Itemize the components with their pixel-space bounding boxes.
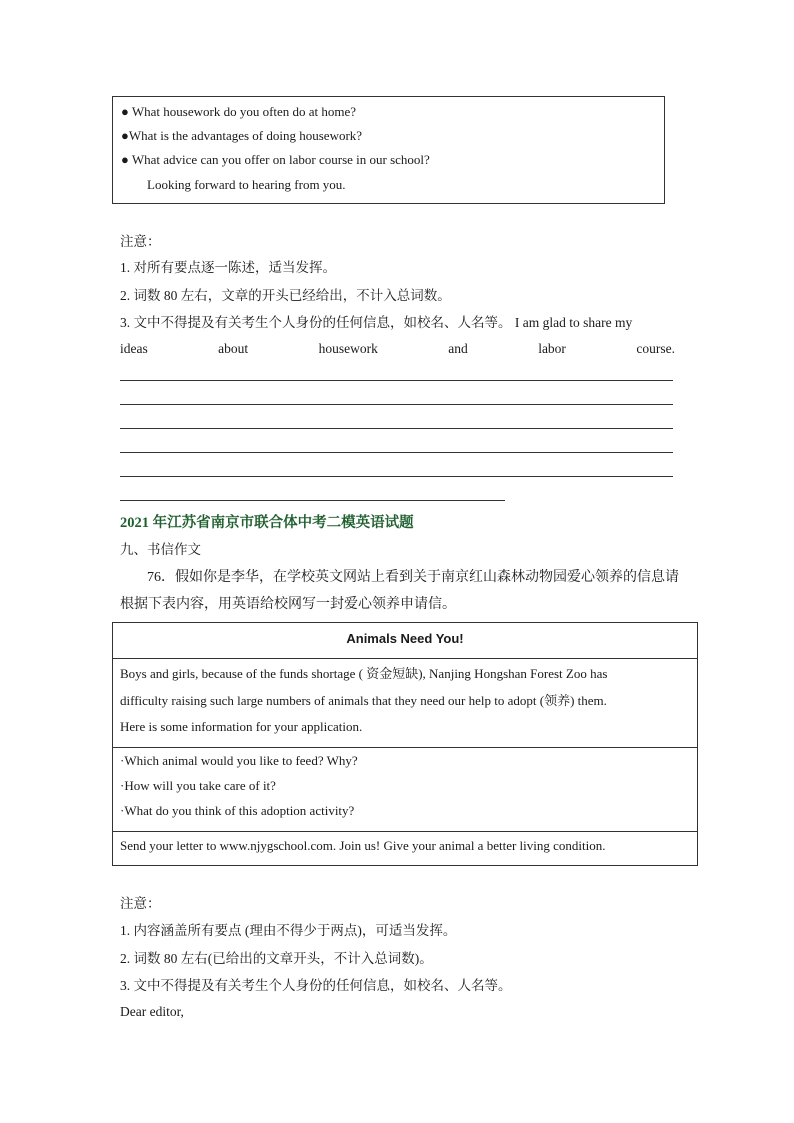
exam-heading: 2021 年江苏省南京市联合体中考二模英语试题 (120, 515, 414, 531)
question-2: ·How will you take care of it? (120, 778, 276, 793)
table-divider (113, 831, 697, 832)
writing-line (120, 500, 505, 501)
table-footer: Send your letter to www.njygschool.com. Join us! Give your animal a better living condition. (120, 838, 606, 853)
table-divider (113, 747, 697, 748)
word-course: course. (636, 341, 675, 356)
prompt-line-1: 76．假如你是李华，在学校英文网站上看到关于南京红山森林动物园爱心领养的信息请 (147, 570, 679, 585)
note-item-2: 2. 词数 80 左右，文章的开头已经给出，不计入总词数。 (120, 288, 451, 303)
note-item-3: 3. 文中不得提及有关考生个人身份的任何信息，如校名、人名等。 I am glad to share my (120, 315, 633, 330)
word-ideas: ideas (120, 341, 148, 356)
intro-line-3: Here is some information for your application. (120, 719, 363, 734)
bullet-question-3: ● What advice can you offer on labor course in our school? (121, 152, 430, 167)
section-subheading: 九、书信作文 (120, 542, 201, 557)
note2-item-1: 1. 内容涵盖所有要点 (理由不得少于两点)，可适当发挥。 (120, 923, 457, 938)
bullet-question-1: ● What housework do you often do at home? (121, 104, 357, 119)
intro-line-2: difficulty raising such large numbers of animals that they need our help to adopt (领养) them. (120, 693, 607, 708)
intro-line-1: Boys and girls, because of the funds shortage ( 资金短缺), Nanjing Hongshan Forest Zoo has (120, 666, 608, 681)
notes-title: 注意： (120, 234, 161, 249)
note2-item-2: 2. 词数 80 左右(已给出的文章开头，不计入总词数)。 (120, 951, 433, 966)
writing-line (120, 476, 673, 477)
justified-continuation-line (120, 340, 675, 358)
note2-item-3: 3. 文中不得提及有关考生个人身份的任何信息，如校名、人名等。 (120, 978, 512, 993)
writing-line (120, 380, 673, 381)
writing-line (120, 428, 673, 429)
prompt-line-2: 根据下表内容，用英语给校网写一封爱心领养申请信。 (120, 597, 456, 612)
writing-line (120, 452, 673, 453)
salutation: Dear editor, (120, 1004, 184, 1019)
table-divider (113, 658, 697, 659)
notes-title-2: 注意： (120, 896, 161, 911)
word-about: about (218, 341, 249, 356)
word-and: and (448, 341, 468, 356)
info-table (112, 622, 698, 866)
table-title: Animals Need You! (346, 631, 464, 646)
note-item-1: 1. 对所有要点逐一陈述，适当发挥。 (120, 260, 336, 275)
word-labor: labor (538, 341, 566, 356)
prompt-box-housework (112, 96, 665, 204)
question-3: ·What do you think of this adoption activity? (120, 803, 355, 818)
question-1: ·Which animal would you like to feed? Why? (120, 753, 358, 768)
bullet-question-2: ●What is the advantages of doing housework? (121, 128, 363, 143)
writing-line (120, 404, 673, 405)
closing-line: Looking forward to hearing from you. (147, 177, 346, 192)
word-housework: housework (318, 341, 378, 356)
